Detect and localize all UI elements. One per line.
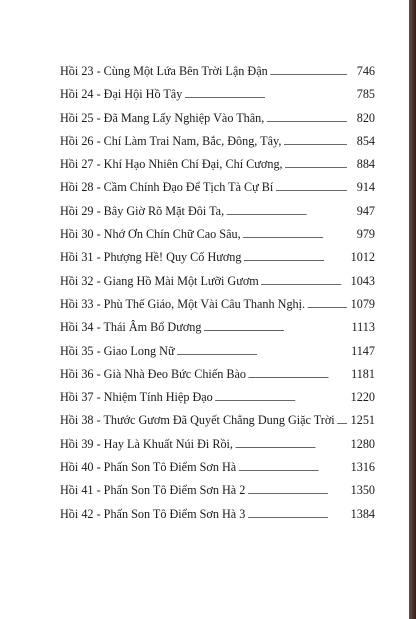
toc-entry-page: 1181 — [351, 366, 375, 381]
dot-leader — [226, 204, 347, 219]
toc-entry — [60, 87, 375, 110]
dot-leader — [203, 320, 347, 335]
toc-entry — [60, 274, 375, 297]
toc-entry-page: 1012 — [350, 250, 375, 265]
toc-entry-title: Hồi 33 - Phù Thế Giáo, Một Vài Câu Thanh Nghị. — [60, 296, 306, 311]
toc-entry — [60, 204, 375, 227]
toc-entry-title: Hồi 35 - Giao Long Nữ — [60, 343, 175, 358]
toc-entry — [60, 227, 375, 250]
toc-entry-title: Hồi 34 - Thái Âm Bổ Dương — [60, 320, 202, 335]
toc-entry-title: Hồi 41 - Phấn Son Tô Điểm Sơn Hà 2 — [60, 483, 246, 498]
toc-entry — [60, 390, 375, 413]
table-of-contents — [60, 64, 375, 530]
dot-leader — [248, 367, 347, 382]
toc-entry — [60, 297, 375, 320]
toc-entry-title: Hồi 37 - Nhiệm Tính Hiệp Đạo — [60, 390, 213, 405]
book-edge — [409, 0, 416, 619]
dot-leader — [244, 250, 348, 265]
toc-entry-page: 1043 — [350, 273, 375, 288]
toc-entry — [60, 460, 375, 483]
toc-entry-page: 1350 — [350, 483, 375, 498]
toc-entry — [60, 507, 375, 530]
toc-entry-page: 1384 — [350, 506, 375, 521]
dot-leader — [247, 507, 347, 522]
toc-entry-page: 1280 — [350, 436, 375, 451]
toc-entry — [60, 320, 375, 343]
toc-entry — [60, 134, 375, 157]
dot-leader — [270, 64, 347, 79]
toc-entry-title: Hồi 32 - Giang Hồ Mài Một Lưỡi Gươm — [60, 273, 259, 288]
toc-entry-page: 1316 — [350, 460, 375, 475]
dot-leader — [177, 344, 347, 359]
dot-leader — [261, 274, 347, 289]
toc-entry-title: Hồi 25 - Đã Mang Lấy Nghiệp Vào Thân, — [60, 110, 265, 125]
toc-entry — [60, 367, 375, 390]
toc-entry-page: 979 — [356, 227, 375, 242]
dot-leader — [247, 483, 347, 498]
dot-leader — [184, 87, 347, 102]
toc-entry-page: 1251 — [350, 413, 375, 428]
dot-leader — [238, 460, 347, 475]
toc-entry-title: Hồi 39 - Hay Là Khuất Núi Đi Rồi, — [60, 436, 233, 451]
dot-leader — [307, 297, 347, 312]
toc-entry-title: Hồi 28 - Cầm Chính Đạo Để Tịch Tà Cự Bí — [60, 180, 274, 195]
toc-entry-title: Hồi 27 - Khí Hạo Nhiên Chí Đại, Chí Cương, — [60, 157, 283, 172]
toc-entry-title: Hồi 31 - Phượng Hề! Quy Cố Hương — [60, 250, 242, 265]
toc-entry — [60, 413, 375, 436]
toc-entry — [60, 64, 375, 87]
dot-leader — [235, 437, 347, 452]
toc-entry-title: Hồi 24 - Đại Hội Hồ Tây — [60, 87, 183, 102]
toc-entry-page: 1113 — [351, 320, 375, 335]
dot-leader — [243, 227, 347, 242]
toc-entry-title: Hồi 30 - Nhớ Ơn Chín Chữ Cao Sâu, — [60, 227, 241, 242]
toc-entry-page: 884 — [356, 157, 375, 172]
toc-entry-page: 746 — [356, 64, 375, 78]
toc-entry-page: 1220 — [350, 390, 375, 405]
toc-entry-title: Hồi 42 - Phấn Son Tô Điểm Sơn Hà 3 — [60, 506, 246, 521]
toc-entry — [60, 111, 375, 134]
toc-entry-title: Hồi 26 - Chí Làm Trai Nam, Bắc, Đông, Tây, — [60, 133, 282, 148]
toc-entry-page: 820 — [356, 110, 375, 125]
dot-leader — [275, 180, 347, 195]
toc-entry-page: 785 — [356, 87, 375, 102]
toc-entry-page: 1079 — [350, 296, 375, 311]
toc-entry-page: 854 — [356, 133, 375, 148]
toc-entry — [60, 483, 375, 506]
toc-entry-page: 947 — [356, 203, 375, 218]
toc-entry — [60, 344, 375, 367]
dot-leader — [285, 157, 347, 172]
dot-leader — [266, 111, 347, 126]
toc-entry-title: Hồi 29 - Bây Giờ Rõ Mặt Đôi Ta, — [60, 203, 225, 218]
toc-entry-title: Hồi 38 - Thước Gươm Đã Quyết Chẳng Dung Giặc Trời — [60, 413, 335, 428]
toc-entry-title: Hồi 40 - Phấn Son Tô Điểm Sơn Hà — [60, 460, 237, 475]
toc-entry-page: 1147 — [351, 343, 375, 358]
toc-entry — [60, 437, 375, 460]
toc-entry-title: Hồi 23 - Cùng Một Lứa Bên Trời Lận Đận — [60, 64, 268, 78]
dot-leader — [283, 134, 347, 149]
toc-entry — [60, 157, 375, 180]
toc-entry-page: 914 — [356, 180, 375, 195]
dot-leader — [337, 413, 347, 428]
dot-leader — [215, 390, 347, 405]
toc-entry-title: Hồi 36 - Già Nhà Đeo Bức Chiến Bào — [60, 366, 246, 381]
toc-entry — [60, 180, 375, 203]
toc-entry — [60, 250, 375, 273]
